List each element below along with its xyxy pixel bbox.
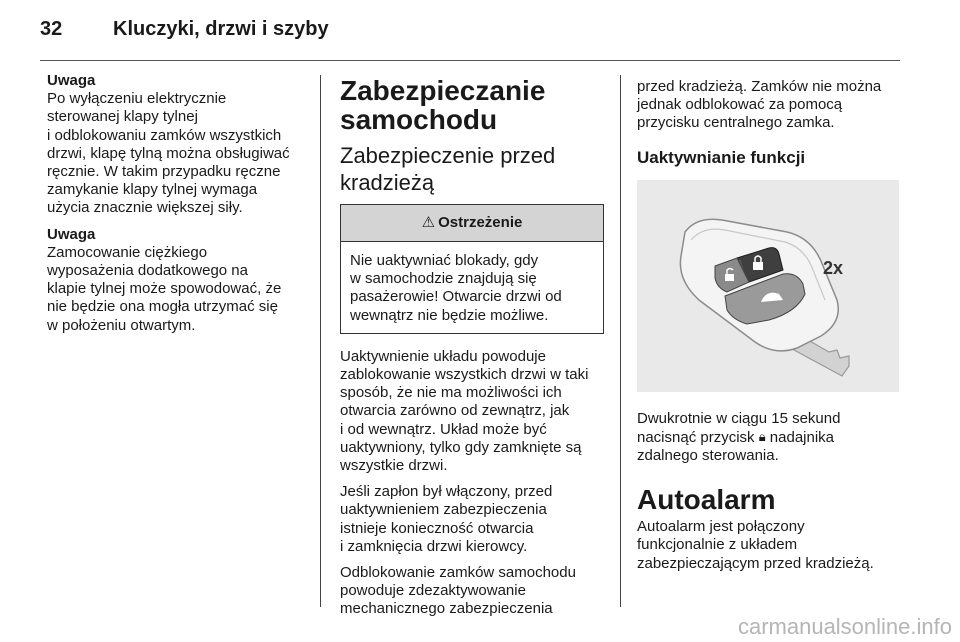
warning-text: Nie uaktywniać blokady, gdy w samochodzie znajdują się pasażerowie! Otwarcie drzwi od wewnątrz nie będzie możliwe. (350, 252, 562, 324)
page-header (0, 0, 960, 62)
note-line: użycia znacznie większej siły. (47, 199, 243, 217)
note-line: sterowanej klapy tylnej (47, 108, 198, 126)
note-block-2 (47, 226, 312, 335)
note-line: i odblokowaniu zamków wszystkich (47, 126, 282, 144)
instruction-paragraph: Dwukrotnie w ciągu 15 sekund nacisnąć przycisk 🔒︎ nadajnika zdalnego sterowania. (637, 409, 841, 465)
note-line: w położeniu otwartym. (47, 316, 196, 334)
section-heading: Zabezpieczanie samochodu (340, 75, 546, 135)
note-block-1 (47, 72, 312, 218)
note-line: nie będzie ona mogła utrzymać się (47, 298, 278, 316)
warning-header (341, 205, 603, 242)
page-title: Kluczyki, drzwi i szyby (113, 18, 329, 40)
note-label: Uwaga (47, 72, 96, 89)
warning-box (340, 204, 604, 334)
note-line: zamykanie klapy tylnej wymaga (47, 181, 258, 199)
note-line: wyposażenia dodatkowego na (47, 262, 248, 280)
warning-title: Ostrzeżenie (438, 213, 523, 231)
paragraph: przed kradzieżą. Zamków nie można jednak odblokować za pomocą przycisku centralnego zamka. (637, 78, 882, 132)
key-fob-figure (637, 180, 899, 392)
column-2 (340, 74, 610, 627)
column-3 (637, 78, 907, 573)
activation-heading: Uaktywnianie funkcji (637, 147, 806, 167)
page-number: 32 (40, 18, 63, 40)
column-divider-2 (620, 75, 621, 607)
key-fob-illustration (637, 180, 899, 392)
column-divider-1 (320, 75, 321, 607)
warning-triangle-icon: ⚠ (421, 213, 436, 231)
press-twice-label: 2x (823, 257, 844, 278)
paragraph: Jeśli zapłon był włączony, przed uaktywnieniem zabezpieczenia istnieje konieczność otwarcia i zamknięcia drzwi kierowcy. (340, 483, 553, 555)
paragraph: Autoalarm jest połączony funkcjonalnie z układem zabezpieczającym przed kradzieżą. (637, 518, 874, 572)
note-line: drzwi, klapę tylną można obsługiwać (47, 144, 290, 162)
note-line: Zamocowanie ciężkiego (47, 243, 208, 261)
paragraph: Odblokowanie zamków samochodu powoduje zdezaktywowanie mechanicznego zabezpieczenia (340, 564, 576, 618)
paragraph: Uaktywnienie układu powoduje zablokowanie wszystkich drzwi w taki sposób, że nie ma możliwości ich otwarcia zarówno od zewnątrz, jak i od wewnątrz. Układ może być uaktywniony, tylko gdy zamknięte są wszystkie drzwi. (340, 347, 589, 475)
note-line: ręcznie. W takim przypadku ręczne (47, 163, 281, 181)
note-line: klapie tylnej może spowodować, że (47, 280, 282, 298)
lock-icon: 🔒︎ (758, 428, 766, 444)
autoalarm-heading: Autoalarm (637, 484, 776, 516)
note-label: Uwaga (47, 225, 96, 243)
column-1 (47, 72, 312, 343)
note-line: Po wyłączeniu elektrycznie (47, 90, 227, 108)
subsection-heading: Zabezpieczenie przed kradzieżą (340, 143, 556, 195)
header-divider (40, 60, 900, 61)
watermark: carmanualsonline.info (737, 614, 952, 639)
